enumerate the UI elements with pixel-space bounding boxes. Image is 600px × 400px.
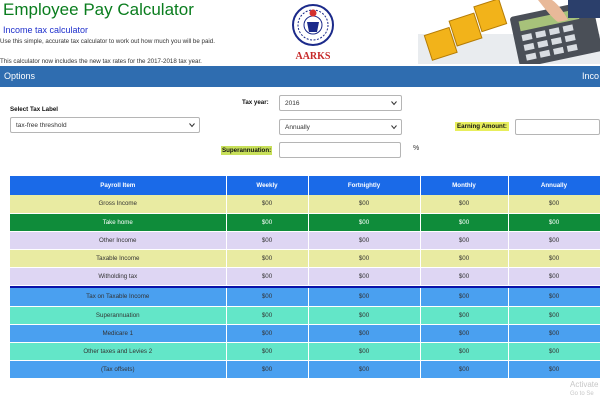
table-header-row <box>10 176 600 195</box>
cell-item: Tax on Taxable Income <box>10 288 226 306</box>
cell-weekly: $00 <box>226 342 308 360</box>
table-row <box>10 288 600 306</box>
cell-monthly: $00 <box>420 360 508 378</box>
cell-item: Superannuation <box>10 306 226 324</box>
superannuation-input[interactable] <box>279 142 401 158</box>
chevron-down-icon <box>391 124 397 130</box>
table-row <box>10 249 600 267</box>
cell-monthly: $00 <box>420 288 508 306</box>
cell-item: Other Income <box>10 231 226 249</box>
superannuation-label-text: Superannuation: <box>222 147 272 154</box>
cell-fortnightly: $00 <box>308 195 420 213</box>
cell-fortnightly: $00 <box>308 306 420 324</box>
cell-weekly: $00 <box>226 231 308 249</box>
cell-item: Gross Income <box>10 195 226 213</box>
table-row <box>10 306 600 324</box>
cell-item: (Tax offsets) <box>10 360 226 378</box>
cell-fortnightly: $00 <box>308 249 420 267</box>
cell-monthly: $00 <box>420 213 508 231</box>
page-description: Use this simple, accurate tax calculator to work out how much you will be paid. <box>0 38 215 45</box>
cell-fortnightly: $00 <box>308 342 420 360</box>
cell-annually: $00 <box>508 267 600 285</box>
logo-text: AARKS <box>295 51 331 62</box>
earning-amount-input[interactable] <box>515 119 600 135</box>
table-row <box>10 195 600 213</box>
cell-monthly: $00 <box>420 306 508 324</box>
cell-fortnightly: $00 <box>308 360 420 378</box>
payroll-table-wrapper <box>10 176 600 380</box>
chevron-down-icon <box>189 122 195 128</box>
tax-year-note: This calculator now includes the new tax rates for the 2017-2018 tax year. <box>0 58 202 65</box>
cell-fortnightly: $00 <box>308 213 420 231</box>
cell-weekly: $00 <box>226 324 308 342</box>
cell-fortnightly: $00 <box>308 231 420 249</box>
cell-item: Take home <box>10 213 226 231</box>
percent-unit: % <box>413 145 420 152</box>
table-row <box>10 213 600 231</box>
table-row <box>10 324 600 342</box>
cell-monthly: $00 <box>420 249 508 267</box>
tax-label-value: tax-free threshold <box>16 122 67 129</box>
aarks-emblem-icon <box>290 2 336 52</box>
header-fortnightly: Fortnightly <box>308 176 420 195</box>
cell-fortnightly: $00 <box>308 267 420 285</box>
table-row <box>10 267 600 285</box>
header-monthly: Monthly <box>420 176 508 195</box>
cell-weekly: $00 <box>226 249 308 267</box>
cell-monthly: $00 <box>420 195 508 213</box>
cell-item: Other taxes and Levies 2 <box>10 342 226 360</box>
frequency-select[interactable] <box>279 119 402 135</box>
table-row <box>10 360 600 378</box>
income-label-truncated: Inco <box>582 71 600 81</box>
cell-monthly: $00 <box>420 324 508 342</box>
tax-year-value: 2016 <box>285 100 300 107</box>
aarks-logo <box>290 2 336 64</box>
options-label: Options <box>4 71 36 81</box>
cell-annually: $00 <box>508 195 600 213</box>
page-title: Employee Pay Calculator <box>3 0 194 19</box>
tax-year-select[interactable] <box>279 95 402 111</box>
chevron-down-icon <box>391 100 397 106</box>
tax-label-select[interactable] <box>10 117 200 133</box>
header-weekly: Weekly <box>226 176 308 195</box>
header-annually: Annually <box>508 176 600 195</box>
tax-year-label: Tax year: <box>242 99 269 106</box>
cell-annually: $00 <box>508 360 600 378</box>
cell-annually: $00 <box>508 249 600 267</box>
cell-annually: $00 <box>508 213 600 231</box>
cell-annually: $00 <box>508 288 600 306</box>
cell-item: Taxable Income <box>10 249 226 267</box>
cell-weekly: $00 <box>226 288 308 306</box>
cell-annually: $00 <box>508 324 600 342</box>
earning-amount-label-text: Earning Amount: <box>457 123 507 130</box>
header-payroll-item: Payroll Item <box>10 176 226 195</box>
page-subtitle: Income tax calculator <box>3 25 89 35</box>
cell-monthly: $00 <box>420 267 508 285</box>
earning-amount-label <box>455 123 509 130</box>
payroll-table <box>10 176 600 379</box>
cell-weekly: $00 <box>226 360 308 378</box>
table-row <box>10 342 600 360</box>
cell-monthly: $00 <box>420 231 508 249</box>
page-header <box>0 0 600 66</box>
cell-weekly: $00 <box>226 195 308 213</box>
cell-annually: $00 <box>508 342 600 360</box>
tax-banner-image <box>418 0 600 64</box>
superannuation-label <box>221 147 272 154</box>
frequency-value: Annually <box>285 124 310 131</box>
tax-label-label: Select Tax Label <box>10 106 59 113</box>
cell-weekly: $00 <box>226 213 308 231</box>
cell-item: Witholding tax <box>10 267 226 285</box>
table-row <box>10 231 600 249</box>
activate-watermark-sub: Go to Se <box>570 391 594 397</box>
cell-annually: $00 <box>508 306 600 324</box>
cell-annually: $00 <box>508 231 600 249</box>
cell-item: Medicare 1 <box>10 324 226 342</box>
cell-monthly: $00 <box>420 342 508 360</box>
cell-weekly: $00 <box>226 306 308 324</box>
cell-fortnightly: $00 <box>308 324 420 342</box>
activate-watermark: Activate <box>570 380 599 389</box>
options-bar <box>0 66 600 87</box>
cell-weekly: $00 <box>226 267 308 285</box>
cell-fortnightly: $00 <box>308 288 420 306</box>
